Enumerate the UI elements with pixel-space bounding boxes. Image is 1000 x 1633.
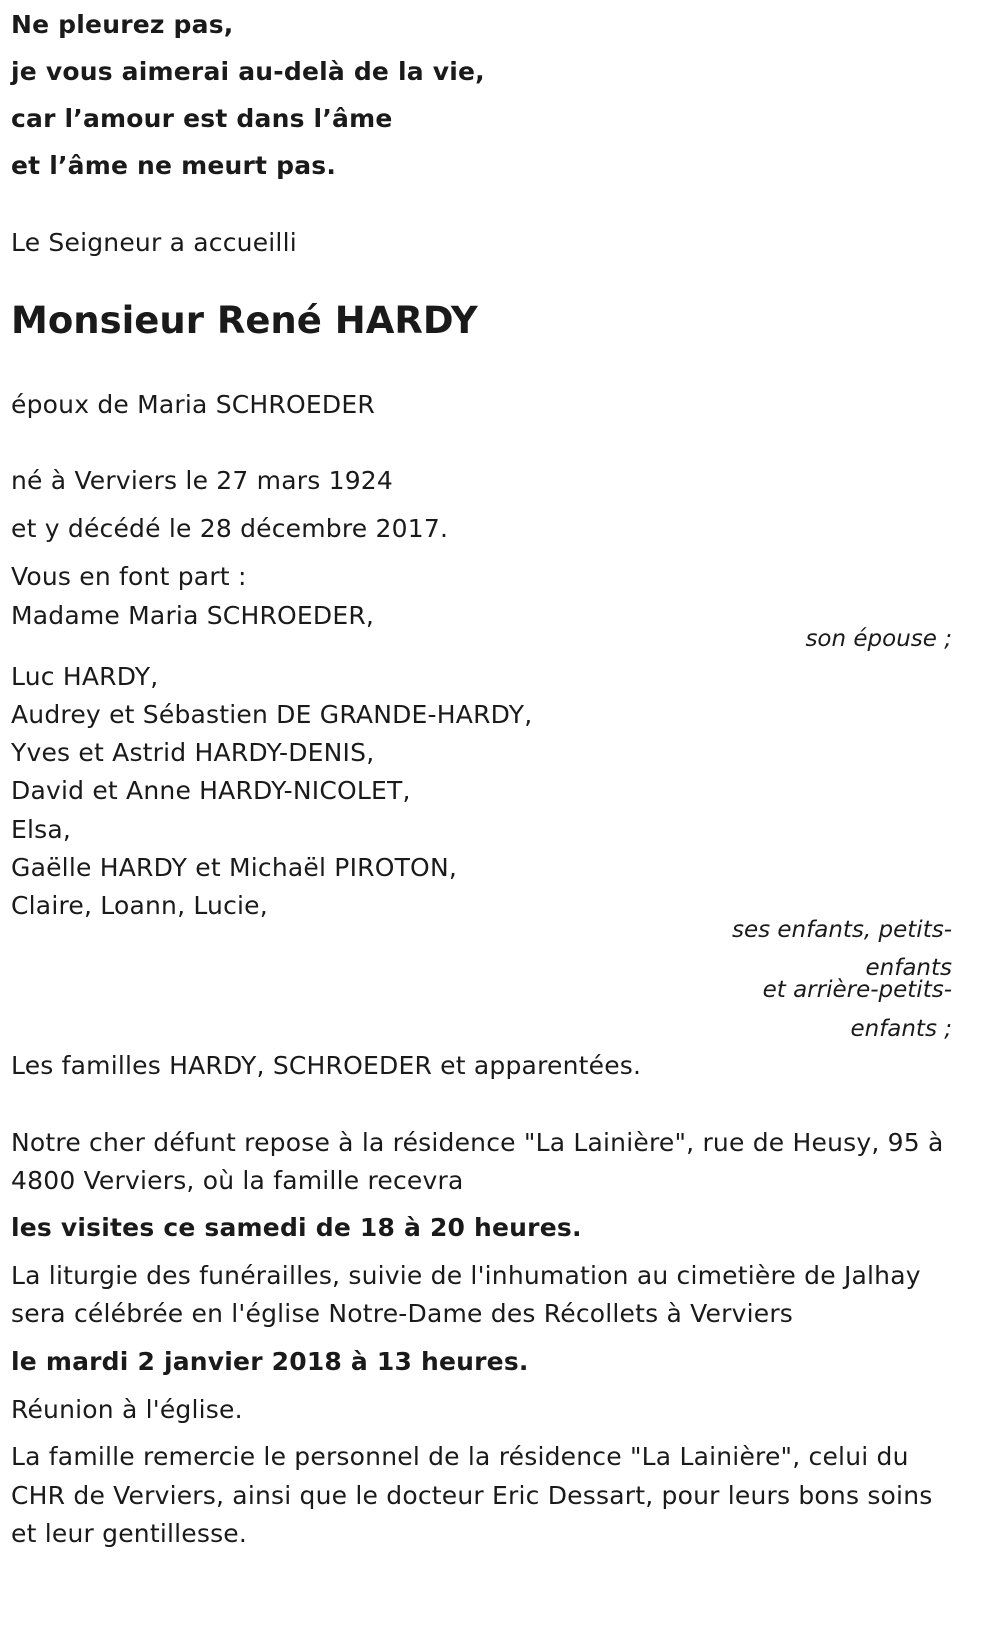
poem-line-3: car l’amour est dans l’âme	[11, 104, 393, 133]
children-role-line-2: enfants	[865, 955, 952, 981]
family-member: Elsa,	[11, 815, 72, 844]
family-member: Gaëlle HARDY et Michaël PIROTON,	[11, 853, 457, 882]
family-member: Luc HARDY,	[11, 662, 159, 691]
funeral-line-2: sera célébrée en l'église Notre-Dame des Récollets à Verviers	[11, 1299, 794, 1328]
funeral-line-1: La liturgie des funérailles, suivie de l'inhumation au cimetière de Jalhay	[11, 1261, 921, 1290]
visitation-line-2: 4800 Verviers, où la famille recevra	[11, 1166, 464, 1195]
deceased-name: Monsieur René HARDY	[11, 299, 478, 342]
children-role-line-1: ses enfants, petits-	[731, 917, 952, 943]
thanks-line-3: et leur gentillesse.	[11, 1519, 248, 1548]
family-member: David et Anne HARDY-NICOLET,	[11, 776, 411, 805]
spouse-role: son épouse ;	[805, 626, 952, 652]
visitation-hours: les visites ce samedi de 18 à 20 heures.	[11, 1213, 582, 1242]
spouse-line: époux de Maria SCHROEDER	[11, 390, 375, 419]
thanks-line-2: CHR de Verviers, ainsi que le docteur Eric Dessart, pour leurs bons soins	[11, 1481, 933, 1510]
children-role-line-3: et arrière-petits-	[762, 977, 952, 1003]
intro-text: Le Seigneur a accueilli	[11, 228, 297, 257]
family-spouse: Madame Maria SCHROEDER,	[11, 601, 375, 630]
family-member: Yves et Astrid HARDY-DENIS,	[11, 738, 375, 767]
thanks-line-1: La famille remercie le personnel de la résidence "La Lainière", celui du	[11, 1442, 909, 1471]
family-member: Claire, Loann, Lucie,	[11, 891, 268, 920]
meeting-line: Réunion à l'église.	[11, 1395, 243, 1424]
death-line: et y décédé le 28 décembre 2017.	[11, 514, 449, 543]
children-role-line-4: enfants ;	[850, 1016, 952, 1042]
announcers-intro: Vous en font part :	[11, 562, 247, 591]
poem-line-1: Ne pleurez pas,	[11, 10, 234, 39]
families-line: Les familles HARDY, SCHROEDER et apparentées.	[11, 1051, 642, 1080]
family-member: Audrey et Sébastien DE GRANDE-HARDY,	[11, 700, 533, 729]
poem-line-2: je vous aimerai au-delà de la vie,	[11, 57, 485, 86]
funeral-date: le mardi 2 janvier 2018 à 13 heures.	[11, 1347, 529, 1376]
birth-line: né à Verviers le 27 mars 1924	[11, 466, 394, 495]
poem-line-4: et l’âme ne meurt pas.	[11, 151, 337, 180]
visitation-line-1: Notre cher défunt repose à la résidence "La Lainière", rue de Heusy, 95 à	[11, 1128, 944, 1157]
